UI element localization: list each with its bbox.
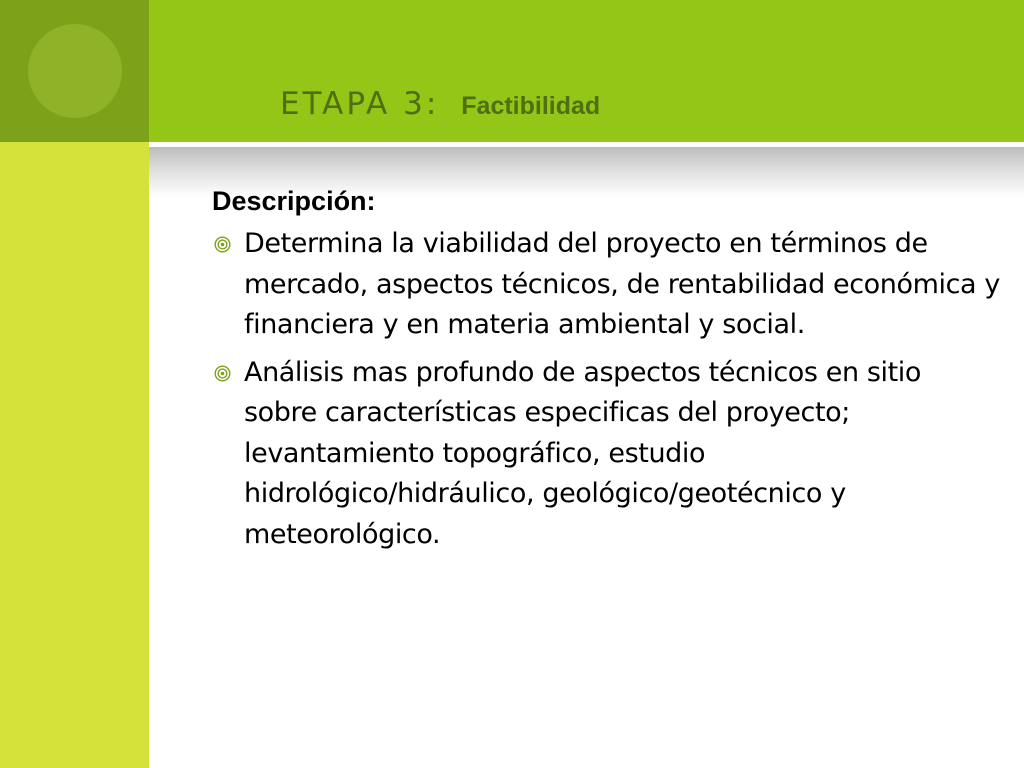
bullet-item [212,224,1002,346]
slide-title [280,84,600,130]
title-main: ETAPA 3: [280,86,440,122]
bullet-text: Determina la viabilidad del proyecto en términos de mercado, aspectos técnicos, de rentabilidad económica y financiera y en materia ambiental y social. [244,228,1000,340]
bullet-text: Análisis mas profundo de aspectos técnicos en sitio sobre características especificas del proyecto; levantamiento topográfico, estudio hidrológico/hidráulico, geológico/geotécnico y meteorológico. [244,356,922,550]
left-top-block [0,0,149,142]
concentric-circle-bullet-icon [214,236,231,253]
concentric-circle-bullet-icon [214,365,231,382]
slide-body [212,181,1002,562]
bullet-item [212,353,1002,556]
title-subtitle: Factibilidad [461,92,601,120]
description-heading: Descripción: [212,186,376,216]
circle-decoration-icon [28,24,122,118]
